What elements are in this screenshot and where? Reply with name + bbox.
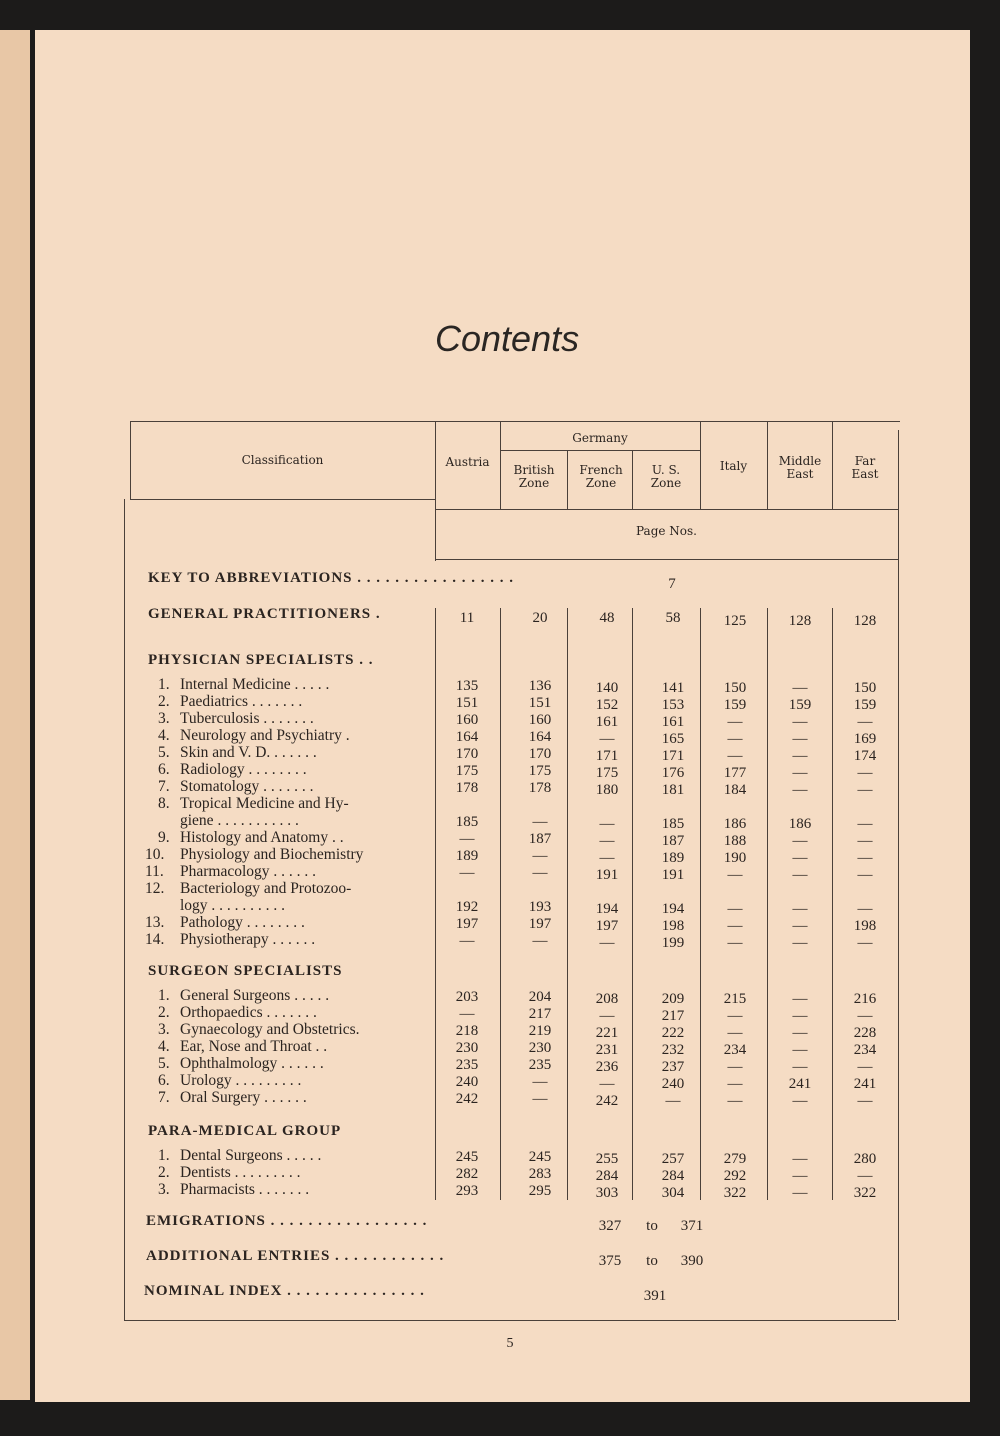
header-us-zone: U. S. Zone bbox=[650, 463, 682, 490]
page-cell: 219 bbox=[528, 1023, 552, 1039]
page-cell: 217 bbox=[528, 1006, 552, 1022]
row-label: Pharmacists . . . . . . . bbox=[180, 1181, 310, 1198]
header-classification: Classification bbox=[241, 453, 324, 467]
page-cell: 240 bbox=[455, 1074, 479, 1090]
page-cell: — bbox=[857, 1168, 873, 1184]
page-cell: 185 bbox=[661, 816, 685, 832]
header-british-zone: British Zone bbox=[513, 463, 555, 490]
page-cell: — bbox=[792, 1042, 808, 1058]
row-number: 13. bbox=[145, 914, 165, 931]
page-cell: — bbox=[857, 867, 873, 883]
page-cell: — bbox=[792, 1093, 808, 1109]
page-number: 5 bbox=[506, 1336, 514, 1351]
header-austria: Austria bbox=[445, 455, 490, 469]
row-number: 8. bbox=[158, 795, 170, 812]
page-cell: 175 bbox=[455, 763, 479, 779]
page-cell: 198 bbox=[661, 918, 685, 934]
page-cell: — bbox=[459, 865, 475, 881]
row-number: 4. bbox=[158, 727, 170, 744]
emigrations-to: 371 bbox=[680, 1218, 704, 1234]
page-cell: 282 bbox=[455, 1166, 479, 1182]
page-cell: 159 bbox=[723, 697, 747, 713]
emigrations-from: 327 bbox=[598, 1218, 622, 1234]
page-cell: 322 bbox=[723, 1185, 747, 1201]
page-cell: 194 bbox=[595, 901, 619, 917]
page-cell: 189 bbox=[455, 848, 479, 864]
page-cell: 159 bbox=[788, 697, 812, 713]
page-cell: — bbox=[792, 731, 808, 747]
row-label: Pharmacology . . . . . . bbox=[180, 863, 317, 880]
row-label-continued: logy . . . . . . . . . . bbox=[180, 897, 286, 914]
page-cell: 181 bbox=[661, 782, 685, 798]
row-number: 11. bbox=[145, 863, 164, 880]
row-label: Ear, Nose and Throat . . bbox=[180, 1038, 328, 1055]
row-label: Tuberculosis . . . . . . . bbox=[180, 710, 314, 727]
page-cell: — bbox=[532, 1091, 548, 1107]
row-label: Tropical Medicine and Hy- bbox=[180, 795, 349, 812]
page-title: Contents bbox=[435, 318, 580, 359]
row-number: 6. bbox=[158, 1072, 170, 1089]
page-cell: — bbox=[727, 731, 743, 747]
page-cell: 232 bbox=[661, 1042, 685, 1058]
page-cell: 188 bbox=[723, 833, 747, 849]
page-cell: 234 bbox=[853, 1042, 877, 1058]
row-label: Dentists . . . . . . . . . bbox=[180, 1164, 301, 1181]
page-cell: — bbox=[532, 933, 548, 949]
nominal-index-page: 391 bbox=[643, 1288, 667, 1304]
page-cell: 187 bbox=[661, 833, 685, 849]
page-cell: 304 bbox=[661, 1185, 685, 1201]
page-cell: — bbox=[792, 935, 808, 951]
page-cell: — bbox=[727, 935, 743, 951]
page-cell: 169 bbox=[853, 731, 877, 747]
page-cell: 151 bbox=[455, 695, 479, 711]
page-cell: 160 bbox=[528, 712, 552, 728]
page-cell: 209 bbox=[661, 991, 685, 1007]
header-page-nos: Page Nos. bbox=[636, 524, 697, 538]
row-label: Ophthalmology . . . . . . bbox=[180, 1055, 324, 1072]
page-cell: — bbox=[857, 901, 873, 917]
page-cell: 241 bbox=[853, 1076, 877, 1092]
physician-heading: PHYSICIAN SPECIALISTS . . bbox=[148, 652, 374, 668]
page-cell: — bbox=[792, 748, 808, 764]
adjacent-page-edge bbox=[0, 30, 30, 1400]
row-label: Physiotherapy . . . . . . bbox=[180, 931, 316, 948]
page-cell: 234 bbox=[723, 1042, 747, 1058]
page-cell: 170 bbox=[528, 746, 552, 762]
header-germany: Germany bbox=[572, 431, 628, 445]
page-cell: — bbox=[532, 865, 548, 881]
page-cell: — bbox=[857, 1093, 873, 1109]
page-cell: 150 bbox=[723, 680, 747, 696]
page-cell: 218 bbox=[455, 1023, 479, 1039]
page-cell: 230 bbox=[455, 1040, 479, 1056]
page-cell: 135 bbox=[455, 678, 479, 694]
gp-page-cell: 20 bbox=[532, 610, 548, 626]
row-number: 2. bbox=[158, 1004, 170, 1021]
row-number: 7. bbox=[158, 778, 170, 795]
row-number: 1. bbox=[158, 1147, 170, 1164]
page-cell: 161 bbox=[661, 714, 685, 730]
page-cell: 197 bbox=[595, 918, 619, 934]
additional-to: 390 bbox=[680, 1253, 704, 1269]
page-cell: 194 bbox=[661, 901, 685, 917]
page-cell: 280 bbox=[853, 1151, 877, 1167]
page-cell: 292 bbox=[723, 1168, 747, 1184]
page-cell: 242 bbox=[595, 1093, 619, 1109]
nominal-index-label: NOMINAL INDEX . . . . . . . . . . . . . . . bbox=[144, 1283, 425, 1299]
row-number: 3. bbox=[158, 710, 170, 727]
page-cell: 178 bbox=[455, 780, 479, 796]
row-label: General Surgeons . . . . . bbox=[180, 987, 330, 1004]
row-number: 2. bbox=[158, 1164, 170, 1181]
page-cell: 245 bbox=[455, 1149, 479, 1165]
page-cell: 199 bbox=[661, 935, 685, 951]
page-cell: 235 bbox=[528, 1057, 552, 1073]
page-cell: — bbox=[857, 816, 873, 832]
page-cell: 191 bbox=[661, 867, 685, 883]
page-cell: — bbox=[532, 814, 548, 830]
page-cell: 175 bbox=[528, 763, 552, 779]
row-number: 9. bbox=[158, 829, 170, 846]
page-cell: 204 bbox=[528, 989, 552, 1005]
page-cell: 151 bbox=[528, 695, 552, 711]
page-cell: 257 bbox=[661, 1151, 685, 1167]
key-abbreviations-page: 7 bbox=[668, 576, 676, 592]
page-cell: 160 bbox=[455, 712, 479, 728]
surgeon-heading: SURGEON SPECIALISTS bbox=[148, 963, 343, 979]
row-label: Stomatology . . . . . . . bbox=[180, 778, 314, 795]
page-cell: — bbox=[727, 1059, 743, 1075]
row-label: Bacteriology and Protozoo- bbox=[180, 880, 352, 897]
page-cell: 189 bbox=[661, 850, 685, 866]
page-cell: 241 bbox=[788, 1076, 812, 1092]
page-cell: — bbox=[599, 833, 615, 849]
page-cell: 284 bbox=[661, 1168, 685, 1184]
row-number: 12. bbox=[145, 880, 165, 897]
page-cell: — bbox=[857, 765, 873, 781]
page-cell: — bbox=[727, 1025, 743, 1041]
page-cell: 245 bbox=[528, 1149, 552, 1165]
header-middle-east: Middle East bbox=[778, 454, 822, 481]
row-label: Internal Medicine . . . . . bbox=[180, 676, 330, 693]
page-cell: — bbox=[599, 1008, 615, 1024]
page-cell: 279 bbox=[723, 1151, 747, 1167]
page-cell: — bbox=[727, 1076, 743, 1092]
page-cell: 203 bbox=[455, 989, 479, 1005]
page-cell: 161 bbox=[595, 714, 619, 730]
row-label: Histology and Anatomy . . bbox=[180, 829, 344, 846]
page-cell: — bbox=[727, 1093, 743, 1109]
page-cell: 152 bbox=[595, 697, 619, 713]
row-label: Oral Surgery . . . . . . bbox=[180, 1089, 307, 1106]
header-italy: Italy bbox=[719, 459, 748, 473]
page-cell: — bbox=[792, 1185, 808, 1201]
header-far-east: Far East bbox=[851, 454, 879, 481]
row-label: Orthopaedics . . . . . . . bbox=[180, 1004, 317, 1021]
page-cell: 242 bbox=[455, 1091, 479, 1107]
page-cell: — bbox=[792, 850, 808, 866]
gp-page-cell: 58 bbox=[665, 610, 681, 626]
row-number: 6. bbox=[158, 761, 170, 778]
page-cell: — bbox=[792, 782, 808, 798]
row-number: 7. bbox=[158, 1089, 170, 1106]
page-cell: 171 bbox=[595, 748, 619, 764]
page-cell: — bbox=[532, 848, 548, 864]
page-cell: 197 bbox=[455, 916, 479, 932]
page-cell: 191 bbox=[595, 867, 619, 883]
page-cell: 171 bbox=[661, 748, 685, 764]
row-label: Physiology and Biochemistry bbox=[180, 846, 364, 863]
page-cell: 164 bbox=[528, 729, 552, 745]
page-cell: — bbox=[665, 1093, 681, 1109]
page-cell: — bbox=[792, 918, 808, 934]
row-label: Neurology and Psychiatry . bbox=[180, 727, 350, 744]
gp-page-cell: 11 bbox=[459, 610, 475, 626]
row-label: Gynaecology and Obstetrics. bbox=[180, 1021, 360, 1038]
page-cell: — bbox=[792, 991, 808, 1007]
page-cell: — bbox=[792, 680, 808, 696]
page-cell: — bbox=[792, 833, 808, 849]
page-cell: 190 bbox=[723, 850, 747, 866]
page-cell: 185 bbox=[455, 814, 479, 830]
row-number: 5. bbox=[158, 744, 170, 761]
page-cell: — bbox=[727, 918, 743, 934]
page-cell: — bbox=[857, 850, 873, 866]
additional-entries-label: ADDITIONAL ENTRIES . . . . . . . . . . . . bbox=[146, 1248, 445, 1264]
gp-page-cell: 48 bbox=[599, 610, 615, 626]
page-cell: — bbox=[857, 714, 873, 730]
page-cell: — bbox=[792, 714, 808, 730]
page-cell: 170 bbox=[455, 746, 479, 762]
row-number: 4. bbox=[158, 1038, 170, 1055]
additional-to-word: to bbox=[646, 1253, 658, 1269]
page-cell: — bbox=[727, 748, 743, 764]
page-cell: — bbox=[599, 850, 615, 866]
additional-from: 375 bbox=[598, 1253, 622, 1269]
page-cell: 208 bbox=[595, 991, 619, 1007]
row-label: Urology . . . . . . . . . bbox=[180, 1072, 302, 1089]
page-cell: — bbox=[532, 1074, 548, 1090]
gp-page-cell: 125 bbox=[723, 613, 747, 629]
page-cell: 237 bbox=[661, 1059, 685, 1075]
page-cell: 153 bbox=[661, 697, 685, 713]
row-number: 3. bbox=[158, 1021, 170, 1038]
gp-page-cell: 128 bbox=[788, 613, 812, 629]
key-abbreviations-label: KEY TO ABBREVIATIONS . . . . . . . . . . . . . . . . . bbox=[148, 570, 515, 586]
page-cell: 186 bbox=[788, 816, 812, 832]
page-cell: 176 bbox=[661, 765, 685, 781]
page-cell: 216 bbox=[853, 991, 877, 1007]
row-label: Radiology . . . . . . . . bbox=[180, 761, 307, 778]
page-cell: — bbox=[727, 901, 743, 917]
page-cell: — bbox=[727, 714, 743, 730]
page-cell: — bbox=[459, 933, 475, 949]
row-label: Paediatrics . . . . . . . bbox=[180, 693, 303, 710]
page-cell: — bbox=[857, 1008, 873, 1024]
page-cell: — bbox=[459, 1006, 475, 1022]
header-french-zone: French Zone bbox=[579, 463, 623, 490]
page-cell: 159 bbox=[853, 697, 877, 713]
page-cell: 230 bbox=[528, 1040, 552, 1056]
page-cell: 236 bbox=[595, 1059, 619, 1075]
page-cell: 186 bbox=[723, 816, 747, 832]
page-cell: — bbox=[599, 731, 615, 747]
gp-page-cell: 128 bbox=[853, 613, 877, 629]
page-cell: — bbox=[599, 816, 615, 832]
page-cell: — bbox=[857, 1059, 873, 1075]
page-cell: 283 bbox=[528, 1166, 552, 1182]
gp-label: GENERAL PRACTITIONERS . bbox=[148, 606, 381, 622]
page-cell: 165 bbox=[661, 731, 685, 747]
page-cell: 187 bbox=[528, 831, 552, 847]
page-cell: 180 bbox=[595, 782, 619, 798]
page-cell: 295 bbox=[528, 1183, 552, 1199]
page-cell: 240 bbox=[661, 1076, 685, 1092]
row-number: 1. bbox=[158, 676, 170, 693]
page-cell: 184 bbox=[723, 782, 747, 798]
paramedical-heading: PARA-MEDICAL GROUP bbox=[148, 1123, 342, 1139]
page-cell: 192 bbox=[455, 899, 479, 915]
page-cell: — bbox=[857, 833, 873, 849]
page-cell: 217 bbox=[661, 1008, 685, 1024]
page-cell: 303 bbox=[595, 1185, 619, 1201]
page-cell: 222 bbox=[661, 1025, 685, 1041]
page-cell: — bbox=[792, 1008, 808, 1024]
page-cell: 231 bbox=[595, 1042, 619, 1058]
page-cell: 215 bbox=[723, 991, 747, 1007]
page-cell: 150 bbox=[853, 680, 877, 696]
page-cell: 164 bbox=[455, 729, 479, 745]
row-label: Pathology . . . . . . . . bbox=[180, 914, 305, 931]
emigrations-label: EMIGRATIONS . . . . . . . . . . . . . . . . . bbox=[146, 1213, 428, 1229]
row-number: 10. bbox=[145, 846, 165, 863]
page-cell: 136 bbox=[528, 678, 552, 694]
page-cell: 197 bbox=[528, 916, 552, 932]
row-label: Skin and V. D. . . . . . . bbox=[180, 744, 317, 761]
row-number: 5. bbox=[158, 1055, 170, 1072]
page-cell: — bbox=[599, 1076, 615, 1092]
page-cell: — bbox=[727, 1008, 743, 1024]
row-number: 3. bbox=[158, 1181, 170, 1198]
page-cell: 175 bbox=[595, 765, 619, 781]
page-cell: 228 bbox=[853, 1025, 877, 1041]
page-cell: — bbox=[727, 867, 743, 883]
page-cell: — bbox=[459, 831, 475, 847]
page-cell: 141 bbox=[661, 680, 685, 696]
row-number: 2. bbox=[158, 693, 170, 710]
row-label-continued: giene . . . . . . . . . . . bbox=[180, 812, 299, 829]
row-number: 1. bbox=[158, 987, 170, 1004]
page-cell: — bbox=[599, 935, 615, 951]
page-cell: 140 bbox=[595, 680, 619, 696]
page-cell: — bbox=[792, 1025, 808, 1041]
page-cell: 177 bbox=[723, 765, 747, 781]
page-cell: — bbox=[792, 765, 808, 781]
page-cell: — bbox=[857, 935, 873, 951]
page-cell: — bbox=[792, 1151, 808, 1167]
page-cell: — bbox=[792, 1168, 808, 1184]
page-cell: 284 bbox=[595, 1168, 619, 1184]
page-cell: — bbox=[792, 1059, 808, 1075]
emigrations-to-word: to bbox=[646, 1218, 658, 1234]
page-cell: 322 bbox=[853, 1185, 877, 1201]
page-cell: 235 bbox=[455, 1057, 479, 1073]
page-cell: 174 bbox=[853, 748, 877, 764]
page-cell: 293 bbox=[455, 1183, 479, 1199]
page-cell: 193 bbox=[528, 899, 552, 915]
page-cell: — bbox=[857, 782, 873, 798]
page-cell: 255 bbox=[595, 1151, 619, 1167]
page-cell: 198 bbox=[853, 918, 877, 934]
row-label: Dental Surgeons . . . . . bbox=[180, 1147, 322, 1164]
row-number: 14. bbox=[145, 931, 165, 948]
page-cell: — bbox=[792, 901, 808, 917]
page-cell: 221 bbox=[595, 1025, 619, 1041]
page-cell: 178 bbox=[528, 780, 552, 796]
page-cell: — bbox=[792, 867, 808, 883]
